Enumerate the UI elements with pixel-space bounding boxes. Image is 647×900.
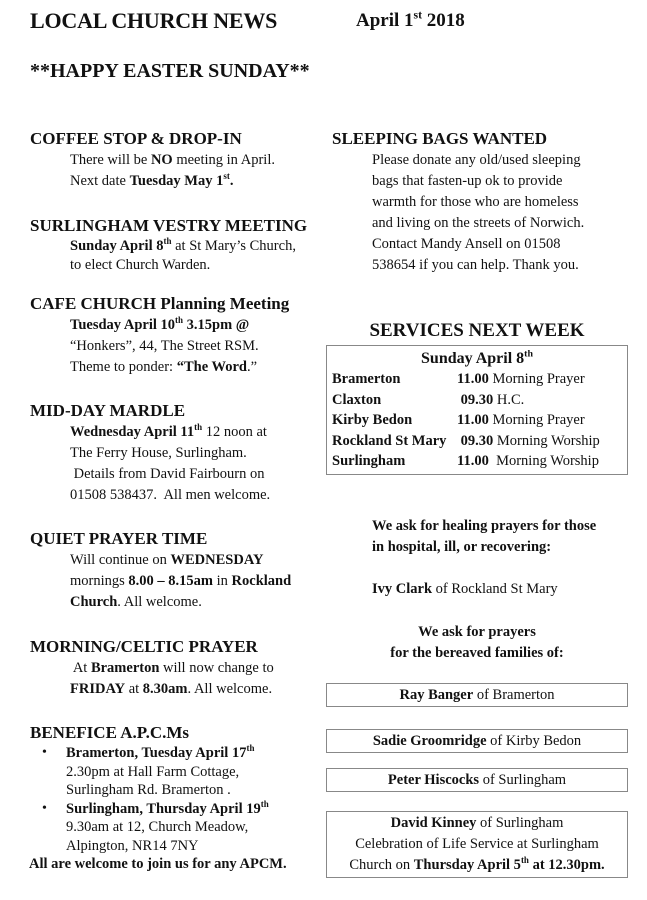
celtic-prayer-section: MORNING/CELTIC PRAYER At Bramerton will now change to FRIDAY at 8.30am. All welcome. — [30, 637, 274, 697]
apcm-section — [30, 722, 287, 874]
apcm-footer: All are welcome to join us for any APCM. — [29, 856, 287, 872]
celtic-heading: MORNING/CELTIC PRAYER — [30, 637, 258, 656]
easter-greeting: **HAPPY EASTER SUNDAY** — [30, 60, 310, 82]
mardle-section: MID-DAY MARDLE Wednesday April 11th 12 noon at The Ferry House, Surlingham. Details from David Fairbourn on 01508 538437. All men welcome. — [30, 401, 271, 503]
kinney-box: David Kinney of Surlingham Celebration of Life Service at Surlingham Church on Thursday April 5th at 12.30pm. — [326, 811, 628, 878]
quiet-heading: QUIET PRAYER TIME — [30, 529, 208, 548]
bereaved-box: Sadie Groomridge of Kirby Bedon — [326, 729, 628, 753]
service-row: Claxton 09.30 H.C. — [332, 391, 525, 408]
cafe-heading: CAFE CHURCH Planning Meeting — [30, 294, 290, 313]
coffee-section: COFFEE STOP & DROP-IN There will be NO meeting in April. Next date Tuesday May 1st. — [30, 129, 275, 189]
apcm-item: • Bramerton, Tuesday April 17th 2.30pm at Hall Farm Cottage, Surlingham Rd. Bramerton . — [66, 744, 287, 800]
newsletter-date: April 1st 2018 — [356, 8, 465, 31]
bereaved-box: Peter Hiscocks of Surlingham — [326, 768, 628, 792]
services-table — [332, 369, 600, 472]
vestry-heading: SURLINGHAM VESTRY MEETING — [30, 216, 308, 235]
service-row: Bramerton 11.00 Morning Prayer — [332, 371, 585, 387]
apcm-item: • Surlingham, Thursday April 19th 9.30am at 12, Church Meadow, Alpington, NR14 7NY — [66, 800, 287, 856]
coffee-heading: COFFEE STOP & DROP-IN — [30, 129, 242, 148]
services-box — [326, 345, 628, 475]
service-row: Surlingham 11.00 Morning Worship — [332, 453, 599, 469]
mardle-heading: MID-DAY MARDLE — [30, 401, 186, 420]
newsletter-title: LOCAL CHURCH NEWS — [30, 8, 278, 33]
bereaved-box: Ray Banger of Bramerton — [326, 683, 628, 707]
sleeping-heading: SLEEPING BAGS WANTED — [332, 129, 548, 148]
services-day: Sunday April 8th — [421, 348, 533, 367]
quiet-prayer-section: QUIET PRAYER TIME Will continue on WEDNESDAY mornings 8.00 – 8.15am in Rockland Church. All welcome. — [30, 529, 292, 610]
apcm-list — [30, 744, 287, 855]
service-row: Rockland St Mary 09.30 Morning Worship — [332, 432, 600, 449]
services-heading: SERVICES NEXT WEEK — [369, 320, 585, 341]
apcm-heading: BENEFICE A.P.C.Ms — [30, 723, 190, 742]
healing-person: Ivy Clark of Rockland St Mary — [372, 581, 558, 597]
service-row: Kirby Bedon 11.00 Morning Prayer — [332, 412, 585, 428]
bereaved-intro: We ask for prayers for the bereaved families of: — [390, 624, 564, 661]
vestry-section: SURLINGHAM VESTRY MEETING Sunday April 8th at St Mary’s Church, to elect Church Warden. — [30, 216, 308, 273]
sleeping-bags-section: SLEEPING BAGS WANTED Please donate any old/used sleeping bags that fasten-up ok to provide warmth for those who are homeless and living on the streets of Norwich. Contact Mandy Ansell on 01508 538654 if you can help. Thank you. — [332, 129, 585, 273]
cafe-church-section: CAFE CHURCH Planning Meeting Tuesday April 10th 3.15pm @ “Honkers”, 44, The Street RSM. Theme to ponder: “The Word.” — [30, 294, 290, 375]
healing-prayers: We ask for healing prayers for those in hospital, ill, or recovering: Ivy Clark of Rockland St Mary — [372, 516, 596, 600]
